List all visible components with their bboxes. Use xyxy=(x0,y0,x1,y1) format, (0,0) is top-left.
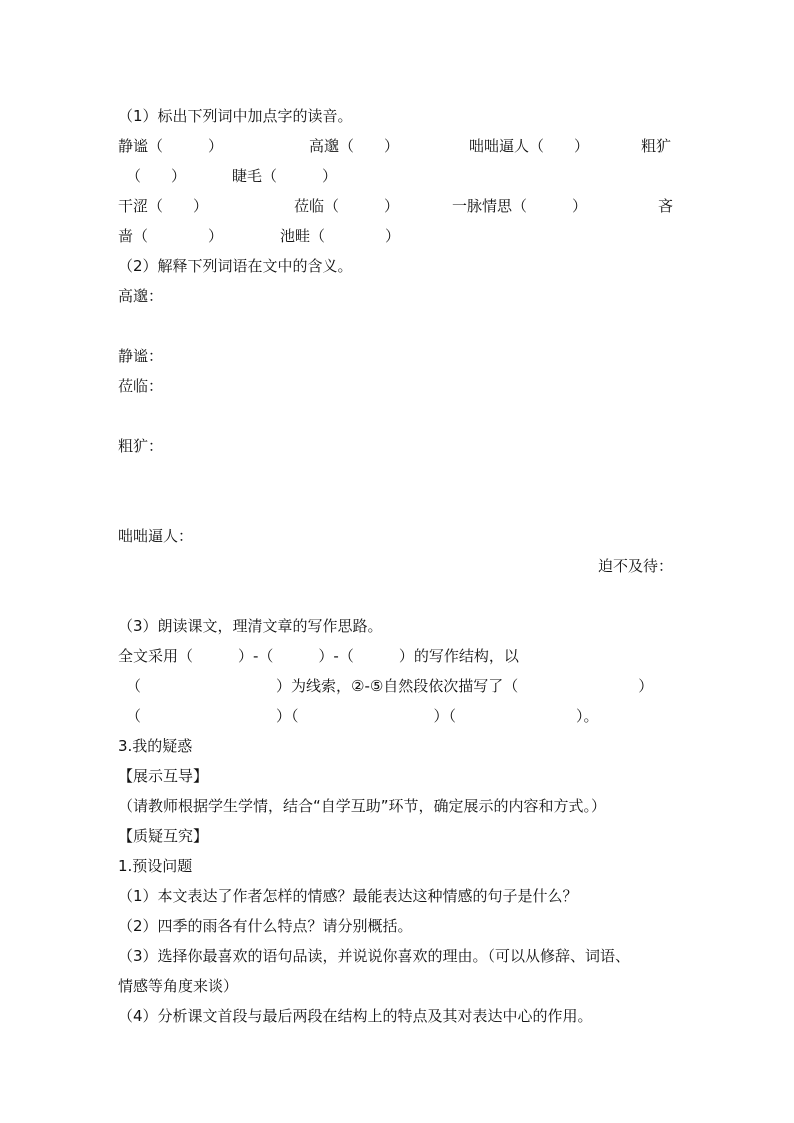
word-linse-first: 吝 xyxy=(658,197,674,215)
word-cuguang-paren: （ ） xyxy=(126,167,187,185)
word-duoduo-pinyin: 咄咄逼人（ ） xyxy=(469,137,590,155)
q2-heading: （2）解释下列词语在文中的含义。 xyxy=(118,257,353,275)
word-jingmi-pinyin: 静谧（ ） xyxy=(118,137,224,155)
show-text: （请教师根据学生学情，结合“自学互助”环节，确定展示的内容和方式。） xyxy=(118,797,607,815)
q3-heading: （3）朗读课文，理清文章的写作思路。 xyxy=(118,617,383,635)
inquiry-subheading: 1.预设问题 xyxy=(118,857,193,875)
word-jiemao-pinyin: 睫毛（ ） xyxy=(232,167,338,185)
q3-line1: 全文采用（ ）-（ ）-（ ）的写作结构，以 xyxy=(118,647,519,665)
question-item: （1）本文表达了作者怎样的情感？最能表达这种情感的句子是什么？ xyxy=(118,887,578,905)
word-chiwa-pinyin: 池畦（ ） xyxy=(280,227,401,245)
word-gaomiao-pinyin: 高邈（ ） xyxy=(309,137,400,155)
doubt-heading: 3.我的疑惑 xyxy=(118,737,193,755)
define-cuguang: 粗犷： xyxy=(118,437,164,455)
define-jingmi: 静谧： xyxy=(118,347,164,365)
word-yimai-pinyin: 一脉情思（ ） xyxy=(452,197,588,215)
define-pobu: 迫不及待： xyxy=(598,557,674,575)
q3-line2: （ ）为线索，②-⑤自然段依次描写了（ ） xyxy=(126,677,654,695)
show-heading: 【展示互导】 xyxy=(118,767,209,785)
define-gaomiao: 高邈： xyxy=(118,287,164,305)
word-lilin-pinyin: 莅临（ ） xyxy=(294,197,400,215)
question-item: （4）分析课文首段与最后两段在结构上的特点及其对表达中心的作用。 xyxy=(118,1007,593,1025)
define-duoduo: 咄咄逼人： xyxy=(118,527,194,545)
question-item-continued: 情感等角度来谈） xyxy=(118,977,239,995)
word-linse-second: 啬（ ） xyxy=(118,227,224,245)
question-item: （2）四季的雨各有什么特点？请分别概括。 xyxy=(118,917,413,935)
define-lilin: 莅临： xyxy=(118,377,164,395)
q3-line3: （ ）（ ）（ ）。 xyxy=(126,707,599,725)
inquiry-heading: 【质疑互究】 xyxy=(118,827,209,845)
q1-heading: （1）标出下列词中加点字的读音。 xyxy=(118,107,353,125)
word-cuguang-pinyin: 粗犷 xyxy=(641,137,672,155)
question-item: （3）选择你最喜欢的语句品读，并说说你喜欢的理由。（可以从修辞、词语、 xyxy=(118,947,631,965)
word-gange-pinyin: 干涩（ ） xyxy=(118,197,209,215)
